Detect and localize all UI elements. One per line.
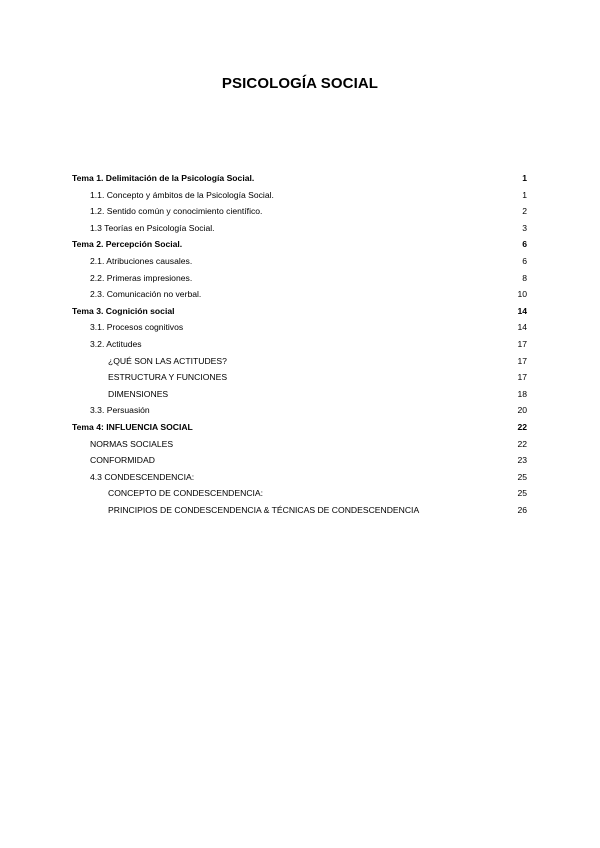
toc-entry-3-2[interactable]	[72, 336, 527, 353]
toc-entry-1-2[interactable]	[72, 203, 527, 220]
toc-entry-conformidad[interactable]	[72, 452, 527, 469]
toc-entry-estructura-funciones[interactable]	[72, 369, 527, 386]
toc-entry-label: ¿QUÉ SON LAS ACTITUDES?	[108, 355, 227, 366]
toc-entry-dimensiones[interactable]	[72, 386, 527, 403]
toc-entry-page: 1	[522, 189, 527, 200]
toc-entry-label: CONCEPTO DE CONDESCENDENCIA:	[108, 488, 264, 499]
toc-entry-label: 3.3. Persuasión	[90, 405, 150, 416]
document-title: PSICOLOGÍA SOCIAL	[221, 75, 379, 92]
toc-entry-label: 1.3 Teorías en Psicología Social.	[90, 222, 215, 233]
toc-entry-page: 17	[517, 338, 527, 349]
toc-entry-3-3[interactable]	[72, 402, 527, 419]
toc-entry-2-2[interactable]	[72, 270, 527, 287]
toc-entry-concepto-condescendencia[interactable]	[72, 485, 527, 502]
toc-entry-page: 2	[522, 206, 527, 217]
toc-entry-label: Tema 3. Cognición social	[72, 305, 175, 316]
toc-entry-label: 2.2. Primeras impresiones.	[90, 272, 193, 283]
toc-entry-page: 22	[517, 438, 527, 449]
toc-entry-label: PRINCIPIOS DE CONDESCENDENCIA & TÉCNICAS DE CONDESCENDENCIA	[108, 504, 420, 515]
toc-entry-label: 1.2. Sentido común y conocimiento científico.	[90, 206, 263, 217]
toc-entry-page: 17	[517, 372, 527, 383]
toc-entry-1-1[interactable]	[72, 187, 527, 204]
toc-entry-page: 23	[517, 455, 527, 466]
toc-entry-label: Tema 2. Percepción Social.	[72, 239, 183, 250]
toc-entry-page: 6	[522, 255, 527, 266]
toc-entry-tema-1[interactable]	[72, 170, 527, 187]
toc-entry-page: 26	[517, 504, 527, 515]
toc-entry-2-3[interactable]	[72, 286, 527, 303]
table-of-contents	[72, 170, 527, 518]
toc-entry-tema-2[interactable]	[72, 236, 527, 253]
toc-entry-page: 18	[517, 388, 527, 399]
toc-entry-page: 8	[522, 272, 527, 283]
toc-entry-page: 25	[517, 488, 527, 499]
toc-entry-page: 20	[517, 405, 527, 416]
toc-entry-page: 14	[517, 322, 527, 333]
toc-entry-tema-3[interactable]	[72, 303, 527, 320]
toc-entry-label: DIMENSIONES	[108, 388, 169, 399]
toc-entry-label: 2.3. Comunicación no verbal.	[90, 289, 202, 300]
toc-entry-label: 3.2. Actitudes	[90, 338, 142, 349]
toc-entry-page: 10	[517, 289, 527, 300]
toc-entry-page: 22	[517, 421, 527, 432]
toc-entry-page: 14	[517, 305, 527, 316]
toc-entry-page: 25	[517, 471, 527, 482]
toc-entry-4-3[interactable]	[72, 469, 527, 486]
toc-entry-label: NORMAS SOCIALES	[90, 438, 174, 449]
toc-entry-principios-condescendencia[interactable]	[72, 502, 527, 519]
toc-entry-1-3[interactable]	[72, 220, 527, 237]
toc-entry-normas-sociales[interactable]	[72, 436, 527, 453]
toc-entry-page: 17	[517, 355, 527, 366]
toc-entry-label: Tema 4: INFLUENCIA SOCIAL	[72, 421, 193, 432]
toc-entry-que-son-actitudes[interactable]	[72, 353, 527, 370]
toc-entry-label: Tema 1. Delimitación de la Psicología Social.	[72, 173, 255, 183]
toc-entry-3-1[interactable]	[72, 319, 527, 336]
toc-entry-page: 6	[522, 239, 527, 250]
toc-entry-label: ESTRUCTURA Y FUNCIONES	[108, 372, 228, 383]
toc-entry-label: 2.1. Atribuciones causales.	[90, 255, 193, 266]
toc-entry-label: 3.1. Procesos cognitivos	[90, 322, 184, 333]
toc-entry-label: CONFORMIDAD	[90, 455, 155, 466]
toc-entry-page: 1	[522, 173, 527, 183]
toc-entry-tema-4[interactable]	[72, 419, 527, 436]
toc-entry-page: 3	[522, 222, 527, 233]
toc-entry-2-1[interactable]	[72, 253, 527, 270]
toc-entry-label: 4.3 CONDESCENDENCIA:	[90, 471, 195, 482]
toc-entry-label: 1.1. Concepto y ámbitos de la Psicología Social.	[90, 189, 274, 200]
